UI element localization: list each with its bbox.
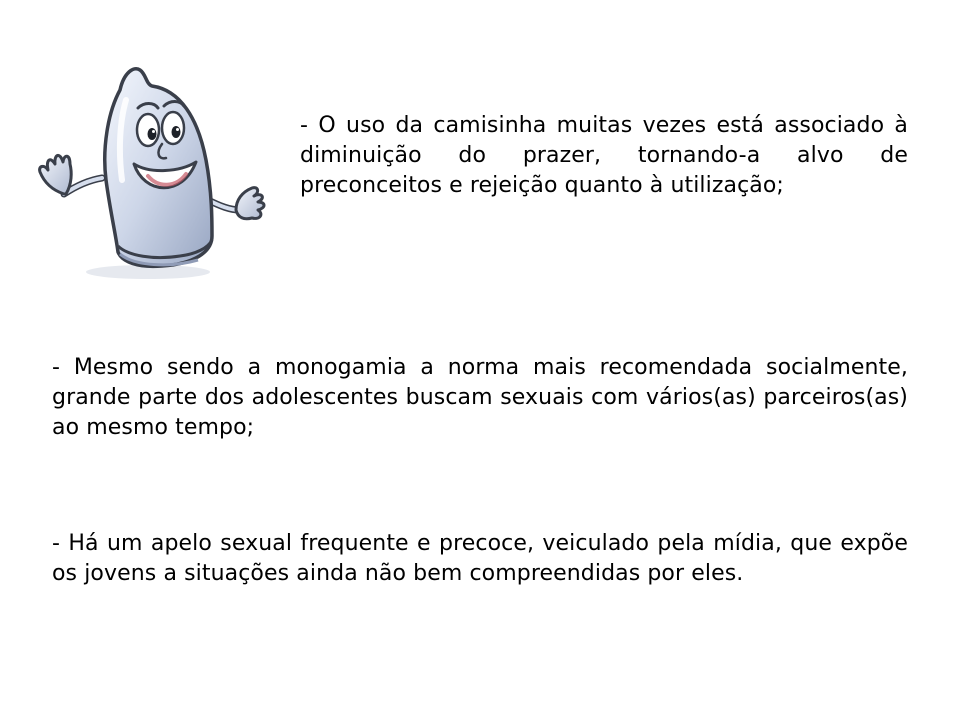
paragraph-monogamy: - Mesmo sendo a monogamia a norma mais recomendada socialmente, grande parte dos adolescentes buscam sexuais com vários(as) parceiros(as) ao mesmo tempo; [52, 355, 908, 440]
paragraph-media-appeal: - Há um apelo sexual frequente e precoce, veiculado pela mídia, que expõe os jovens a situações ainda não bem compreendidas por eles. [52, 531, 908, 586]
condom-mascot-icon [30, 60, 270, 285]
paragraph-condom-pleasure: - O uso da camisinha muitas vezes está associado à diminuição do prazer, tornando-a alvo de preconceitos e rejeição quanto à utilização; [300, 113, 908, 198]
